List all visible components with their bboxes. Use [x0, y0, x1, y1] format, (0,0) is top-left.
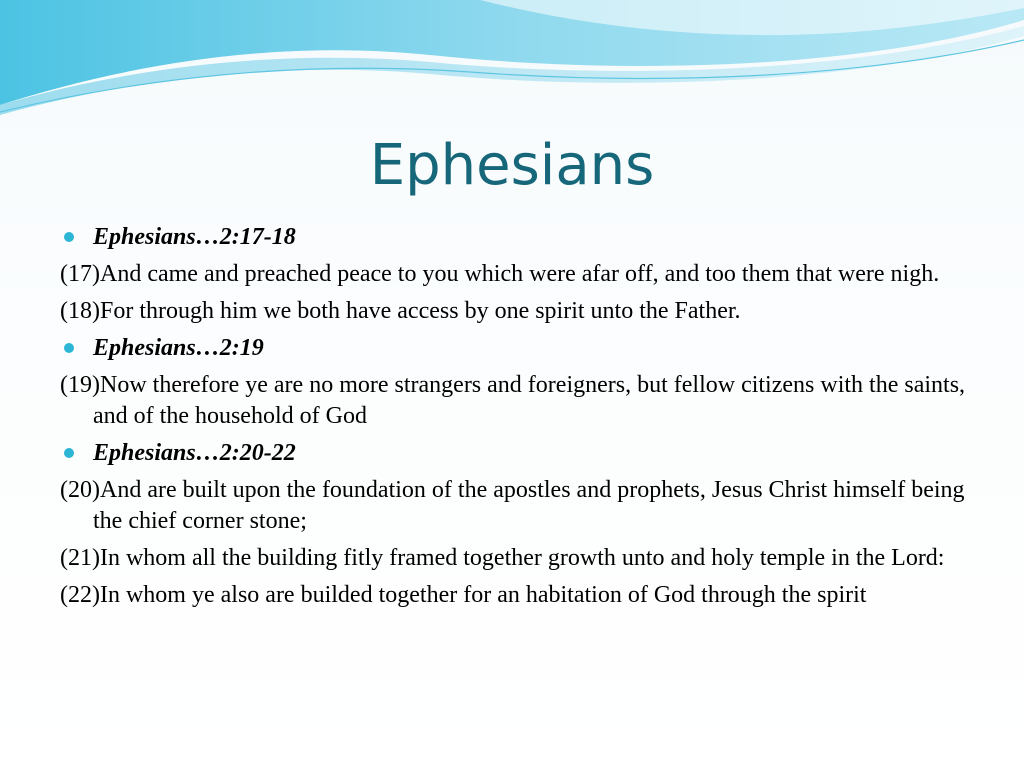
verse-19: (19)Now therefore ye are no more strangers and foreigners, but fellow citizens with the saints, and of the household of God [60, 372, 966, 429]
slide-content [60, 222, 980, 617]
header-wave-decoration [0, 0, 1024, 120]
bullet-icon [64, 343, 74, 353]
verse-21: (21)In whom all the building fitly framed together growth unto and holy temple in the Lord: [60, 545, 945, 571]
bullet-heading-text: Ephesians…2:20-22 [93, 440, 296, 466]
verse-22: (22)In whom ye also are builded together for an habitation of God through the spirit [60, 582, 867, 608]
bullet-heading-ephesians-2-19 [60, 333, 980, 364]
bullet-heading-text: Ephesians…2:19 [93, 335, 264, 361]
bullet-icon [64, 232, 74, 242]
slide-title: Ephesians [369, 133, 655, 198]
verse-17: (17)And came and preached peace to you which were afar off, and too them that were nigh. [60, 261, 940, 287]
bullet-heading-text: Ephesians…2:17-18 [93, 224, 296, 250]
bullet-heading-ephesians-2-17-18 [60, 222, 980, 253]
verse-18: (18)For through him we both have access by one spirit unto the Father. [60, 298, 741, 324]
bullet-icon [64, 448, 74, 458]
verse-20: (20)And are built upon the foundation of the apostles and prophets, Jesus Christ himself being the chief corner stone; [60, 477, 965, 534]
bullet-heading-ephesians-2-20-22 [60, 438, 980, 469]
